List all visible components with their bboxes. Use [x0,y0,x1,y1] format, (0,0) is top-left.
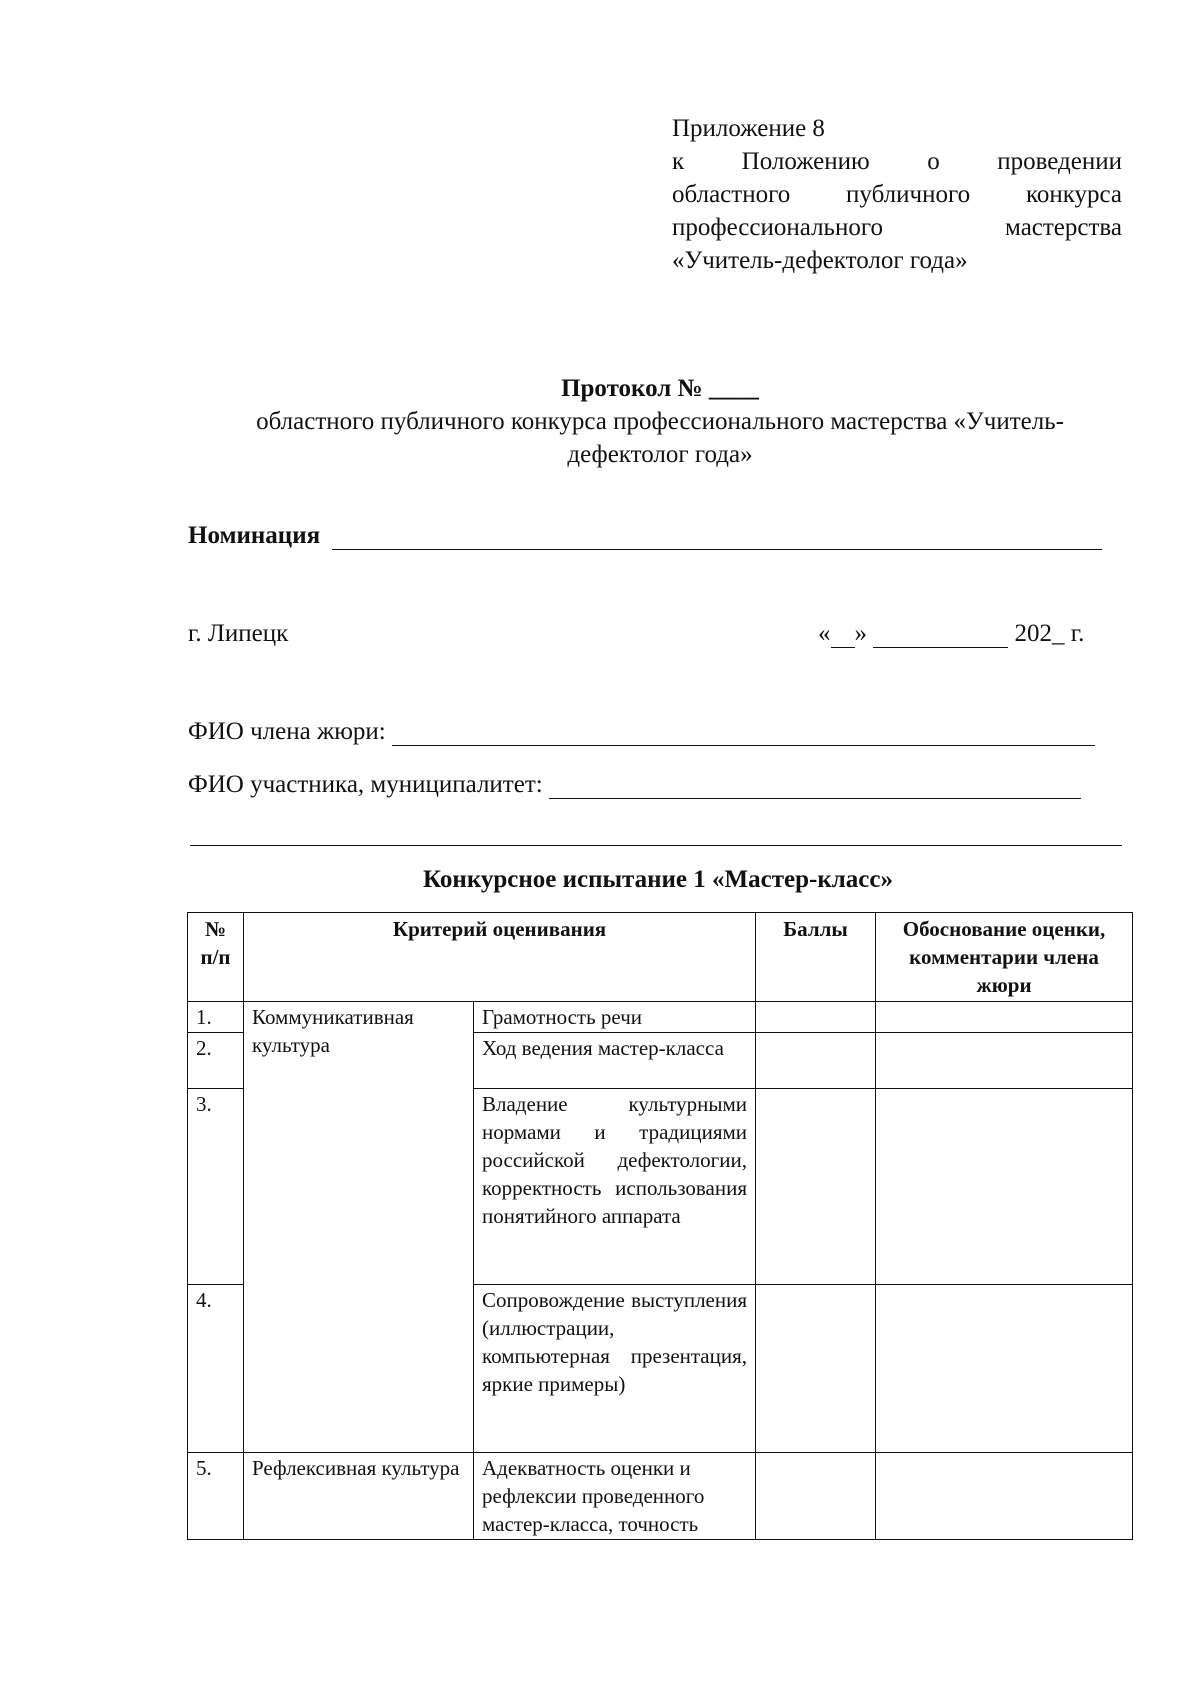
header-score: Баллы [756,913,876,1002]
row-number: 4. [188,1285,244,1453]
protocol-title-block [190,372,1130,471]
criterion-text: Владение культурными нормами и традициями российской дефектологии, корректность использования понятийного аппарата [474,1089,756,1285]
participant-row [188,771,1081,799]
year-label: 202_ г. [1014,620,1085,647]
nomination-row [188,522,1128,550]
protocol-subtitle: дефектолог года» [567,441,753,468]
comment-cell[interactable] [876,1453,1133,1540]
test-title: Конкурсное испытание 1 «Мастер-класс» [423,866,893,893]
criterion-text: Ход ведения мастер-класса [474,1033,756,1089]
appendix-number: Приложение 8 [672,115,825,142]
date-close-quote: » [854,620,867,647]
appendix-line: к Положению о проведении [672,148,1122,175]
appendix-line: профессионального мастерства [672,214,1122,241]
comment-cell[interactable] [876,1033,1133,1089]
row-number: 1. [188,1002,244,1033]
participant-label: ФИО участника, муниципалитет: [188,771,543,798]
appendix-line: областного публичного конкурса [672,181,1122,208]
nomination-field[interactable] [332,523,1102,550]
criterion-text: Адекватность оценки и рефлексии проведенного мастер-класса, точность [474,1453,756,1540]
protocol-subtitle: областного публичного конкурса профессионального мастерства «Учитель- [256,408,1064,435]
criterion-text: Грамотность речи [474,1002,756,1033]
table-row [188,1453,1133,1540]
table-row [188,1002,1133,1033]
comment-cell[interactable] [876,1089,1133,1285]
table-header-row [188,913,1133,1002]
protocol-title: Протокол № ____ [561,375,759,402]
score-cell[interactable] [756,1285,876,1453]
header-justification: Обоснование оценки, комментарии члена жюри [876,913,1133,1002]
jury-label: ФИО члена жюри: [188,718,386,745]
appendix-line: «Учитель-дефектолог года» [672,247,968,274]
comment-cell[interactable] [876,1285,1133,1453]
date-row [818,620,1084,648]
participant-field-continuation[interactable] [190,845,1122,846]
month-field[interactable] [873,623,1008,648]
row-number: 2. [188,1033,244,1089]
score-cell[interactable] [756,1002,876,1033]
jury-row [188,718,1095,746]
criterion-group: Коммуникативная культура [244,1002,474,1453]
participant-field[interactable] [549,774,1081,799]
city: г. Липецк [188,620,289,647]
score-cell[interactable] [756,1033,876,1089]
jury-name-field[interactable] [392,721,1095,746]
nomination-label: Номинация [188,522,321,549]
criterion-group: Рефлексивная культура [244,1453,474,1540]
header-criterion: Критерий оценивания [244,913,756,1002]
comment-cell[interactable] [876,1002,1133,1033]
appendix-header [672,112,1122,277]
evaluation-table [187,912,1133,1540]
criterion-text: Сопровождение выступления (иллюстрации, компьютерная презентация, яркие примеры) [474,1285,756,1453]
row-number: 5. [188,1453,244,1540]
date-open-quote: « [818,620,831,647]
row-number: 3. [188,1089,244,1285]
score-cell[interactable] [756,1089,876,1285]
header-num: № п/п [188,913,244,1002]
day-field[interactable] [831,623,855,648]
score-cell[interactable] [756,1453,876,1540]
